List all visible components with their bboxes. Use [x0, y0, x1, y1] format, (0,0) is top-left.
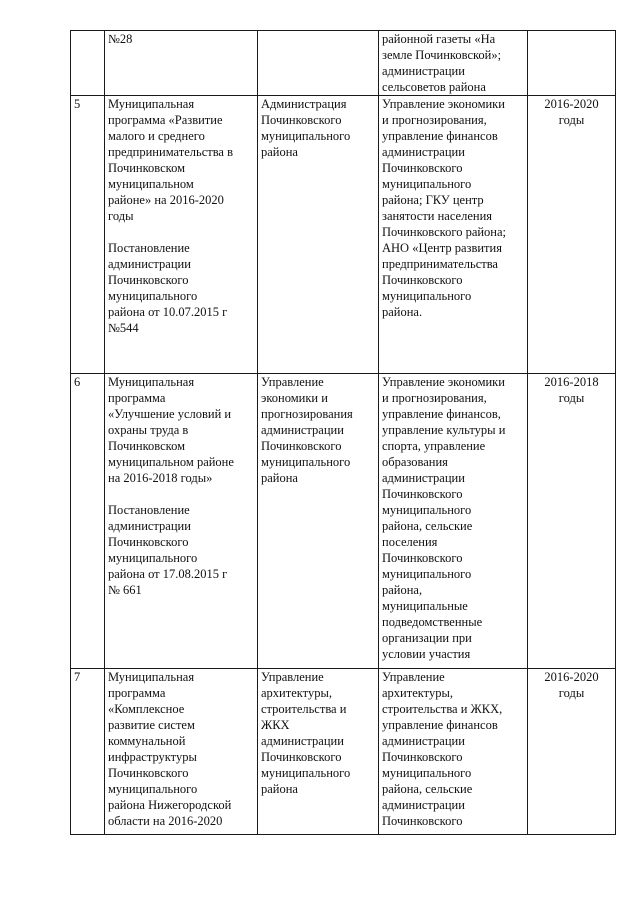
period-cell: 2016-2020 годы	[528, 96, 616, 374]
period-cell: 2016-2020 годы	[528, 669, 616, 835]
coexecutors-cell: районной газеты «На земле Починковской»; администрации сельсоветов района	[379, 31, 528, 96]
coexecutors-cell: Управление экономики и прогнозирования, управление финансов администрации Починковского муниципального района; ГКУ центр занятости населения Починковского района; АНО «Центр развития предпринимательства Починковского муниципального района.	[379, 96, 528, 374]
row-number	[71, 31, 105, 96]
period-cell	[528, 31, 616, 96]
table-row	[71, 669, 616, 835]
table-row	[71, 374, 616, 669]
program-cell: Муниципальная программа «Развитие малого и среднего предпринимательства в Починковском муниципальном районе» на 2016-2020 годы Постановление администрации Починковского муниципального района от 10.07.2015 г №544	[105, 96, 258, 374]
responsible-cell: Управление экономики и прогнозирования администрации Починковского муниципального района	[258, 374, 379, 669]
responsible-cell	[258, 31, 379, 96]
row-number: 6	[71, 374, 105, 669]
table-row	[71, 96, 616, 374]
period-cell: 2016-2018 годы	[528, 374, 616, 669]
coexecutors-cell: Управление экономики и прогнозирования, управление финансов, управление культуры и спорта, управление образования администрации Починковского муниципального района, сельские поселения Починковского муниципального района, муниципальные подведомственные организации при условии участия	[379, 374, 528, 669]
responsible-cell: Управление архитектуры, строительства и ЖКХ администрации Починковского муниципального района	[258, 669, 379, 835]
row-number: 5	[71, 96, 105, 374]
program-cell: Муниципальная программа «Улучшение условий и охраны труда в Починковском муниципальном районе на 2016-2018 годы» Постановление администрации Починковского муниципального района от 17.08.2015 г № 661	[105, 374, 258, 669]
programs-table	[70, 30, 616, 835]
row-number: 7	[71, 669, 105, 835]
coexecutors-cell: Управление архитектуры, строительства и ЖКХ, управление финансов администрации Починковского муниципального района, сельские администрации Починковского	[379, 669, 528, 835]
program-cell: Муниципальная программа «Комплексное развитие систем коммунальной инфраструктуры Починковского муниципального района Нижегородской области на 2016-2020	[105, 669, 258, 835]
table-row	[71, 31, 616, 96]
program-cell: №28	[105, 31, 258, 96]
responsible-cell: Администрация Починковского муниципального района	[258, 96, 379, 374]
